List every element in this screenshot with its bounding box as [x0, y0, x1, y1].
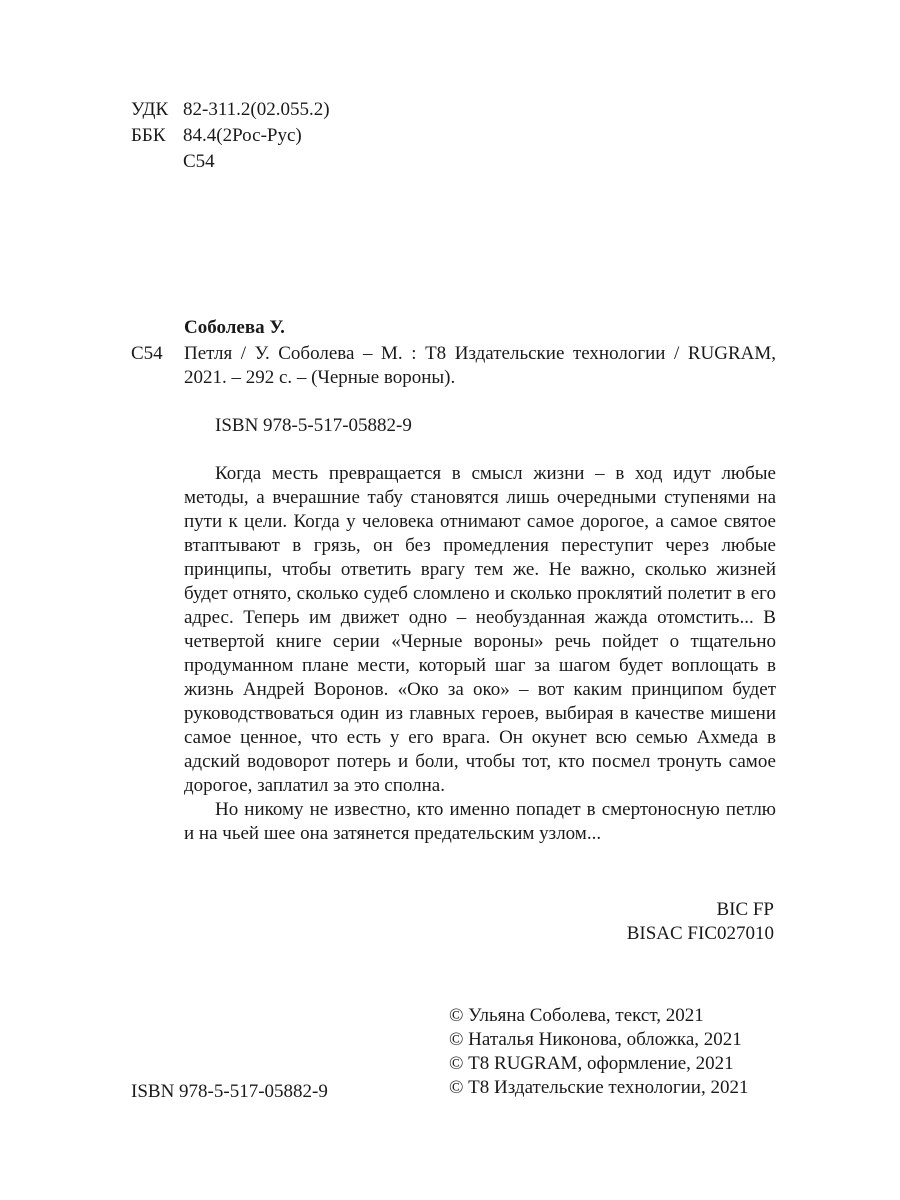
author-heading: Соболева У.: [184, 317, 285, 338]
annotation-paragraph: Но никому не известно, кто именно попадет в смертоносную петлю и на чьей шее она затянется предательским узлом...: [184, 799, 776, 844]
bbk-value: 84.4(2Рос-Рус): [183, 125, 302, 146]
udk-line: [131, 98, 330, 122]
copyright-line: © Т8 Издательские технологии, 2021: [449, 1077, 749, 1098]
author-index: С54: [131, 343, 163, 364]
record-isbn: ISBN 978-5-517-05882-9: [215, 415, 412, 436]
bbk-line: [131, 124, 302, 148]
bibliographic-description: Петля / У. Соболева – М. : Т8 Издательские технологии / RUGRAM, 2021. – 292 с. – (Черные вороны).: [184, 343, 776, 388]
bbk-label: ББК: [131, 125, 166, 146]
annotation-paragraph: Когда месть превращается в смысл жизни – в ход идут любые методы, а вчерашние табу становятся лишь очередными ступенями на пути к цели. Когда у человека отнимают самое дорогое, а самое святое втаптывают в грязь, он без промедления переступит через любые принципы, чтобы ответить врагу тем же. Не важно, сколько жизней будет отнято, сколько судеб сломлено и сколько проклятий полетит в его адрес. Теперь им движет одно – необузданная жажда отомстить... В четвертой книге серии «Черные вороны» речь пойдет о тщательно продуманном плане мести, который шаг за шагом будет воплощать в жизнь Андрей Воронов. «Око за око» – вот каким принципом будет руководствоваться один из главных героев, выбирая в качестве мишени самое ценное, что есть у его врага. Он окунет всю семью Ахмеда в адский водоворот потерь и боли, чтобы тот, кто посмел тронуть самое дорогое, заплатил за это сполна.: [184, 463, 776, 796]
bic-code: BIC FP: [716, 899, 774, 920]
copyright-line: © Наталья Никонова, обложка, 2021: [449, 1029, 742, 1050]
author-mark: С54: [183, 151, 215, 172]
copyright-line: © Ульяна Соболева, текст, 2021: [449, 1005, 704, 1026]
bisac-code: BISAC FIC027010: [626, 923, 774, 944]
annotation: [184, 462, 776, 846]
udk-label: УДК: [131, 99, 169, 120]
copyright-block: [449, 1004, 748, 1100]
subject-codes: [627, 898, 774, 946]
footer-isbn: ISBN 978-5-517-05882-9: [131, 1081, 328, 1102]
udk-value: 82-311.2(02.055.2): [183, 99, 330, 120]
copyright-line: © Т8 RUGRAM, оформление, 2021: [449, 1053, 734, 1074]
